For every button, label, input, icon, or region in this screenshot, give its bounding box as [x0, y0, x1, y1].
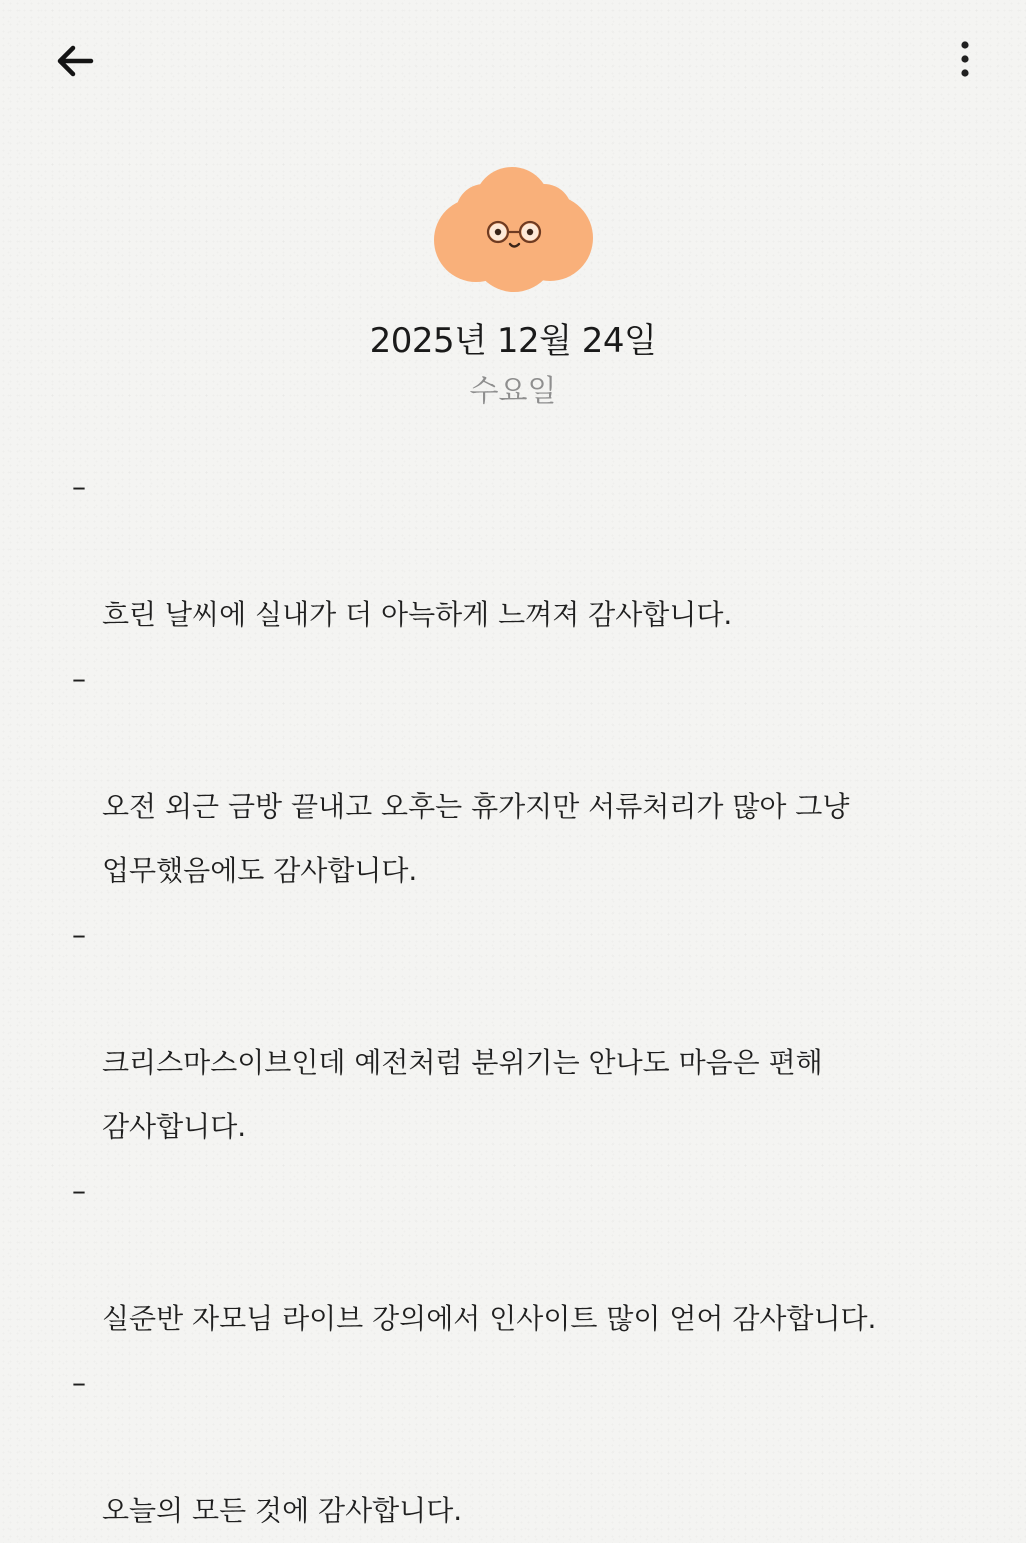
gratitude-entry [72, 1351, 972, 1543]
diary-date: 2025년 12월 24일 [369, 321, 657, 361]
orange-cloud-character-icon [430, 160, 596, 296]
entry-bullet: – [72, 1174, 86, 1207]
mascot-image [430, 160, 596, 296]
entry-bullet: – [72, 918, 86, 951]
back-button[interactable] [50, 38, 100, 84]
top-bar [0, 0, 1026, 120]
entry-bullet: – [72, 470, 86, 503]
entry-text: 흐린 날씨에 실내가 더 아늑하게 느껴져 감사합니다. [102, 598, 733, 631]
entry-text: 크리스마스이브인데 예전처럼 분위기는 안나도 마음은 편해 감사합니다. [102, 1046, 823, 1143]
more-options-button[interactable] [942, 36, 988, 82]
gratitude-entry [72, 1159, 972, 1351]
entry-bullet: – [72, 662, 86, 695]
entry-text: 실준반 자모님 라이브 강의에서 인사이트 많이 얻어 감사합니다. [102, 1302, 877, 1335]
entry-text: 오늘의 모든 것에 감사합니다. [102, 1494, 463, 1527]
entry-bullet: – [72, 1366, 86, 1399]
gratitude-entry [72, 903, 972, 1159]
arrow-left-icon [55, 43, 95, 79]
entry-text: 오전 외근 금방 끝내고 오후는 휴가지만 서류처리가 많아 그냥 업무했음에도 감사합니다. [102, 790, 850, 887]
gratitude-entry [72, 647, 972, 903]
diary-weekday: 수요일 [469, 374, 557, 409]
gratitude-entry [72, 455, 972, 647]
more-vertical-icon [959, 40, 971, 78]
gratitude-entry-list[interactable] [72, 455, 972, 1543]
